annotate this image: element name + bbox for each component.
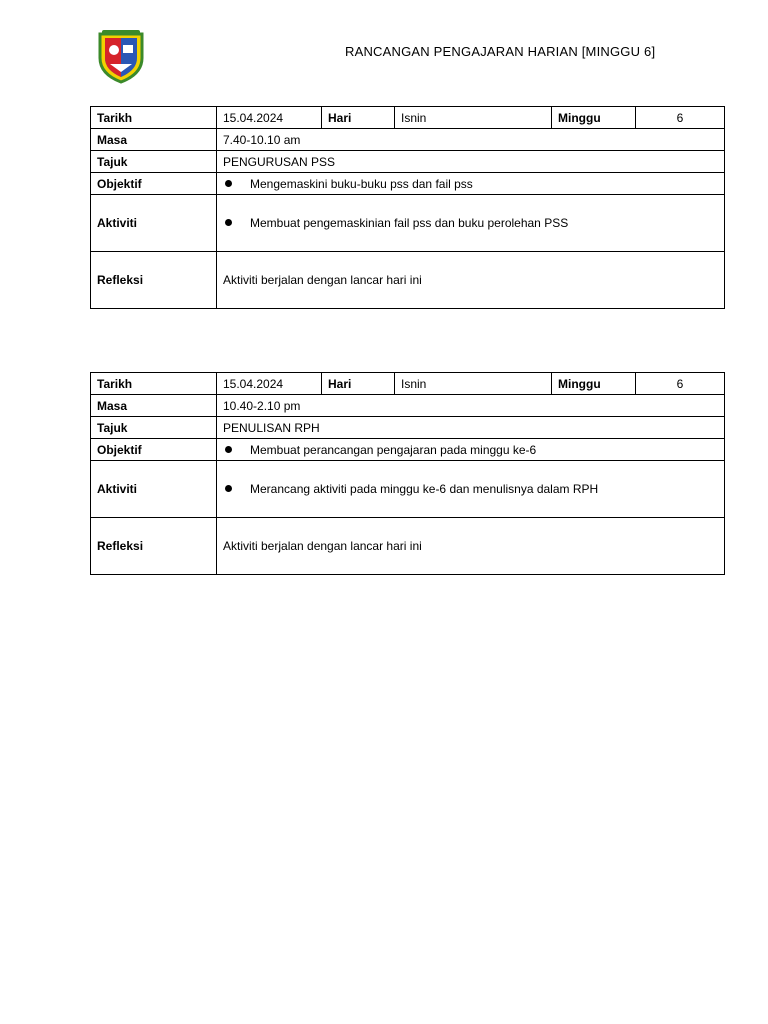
lesson-plan-table-1	[90, 106, 725, 309]
value-hari: Isnin	[395, 373, 552, 395]
label-aktiviti: Aktiviti	[91, 195, 217, 252]
school-crest-logo	[96, 28, 146, 84]
objektif-text: Membuat perancangan pengajaran pada minggu ke-6	[250, 442, 537, 457]
value-tarikh: 15.04.2024	[217, 373, 322, 395]
row-objektif	[91, 439, 725, 461]
page-title: RANCANGAN PENGAJARAN HARIAN [MINGGU 6]	[345, 44, 656, 59]
value-objektif	[217, 439, 725, 461]
value-tajuk: PENULISAN RPH	[217, 417, 725, 439]
row-aktiviti	[91, 461, 725, 518]
label-tajuk: Tajuk	[91, 151, 217, 173]
bullet-icon	[225, 446, 232, 453]
label-objektif: Objektif	[91, 173, 217, 195]
label-refleksi: Refleksi	[91, 252, 217, 309]
bullet-icon	[225, 485, 232, 492]
row-masa	[91, 129, 725, 151]
value-tarikh: 15.04.2024	[217, 107, 322, 129]
value-hari: Isnin	[395, 107, 552, 129]
value-masa: 10.40-2.10 pm	[217, 395, 725, 417]
value-minggu: 6	[636, 373, 725, 395]
lesson-plan-table-2	[90, 372, 725, 575]
crest-icon	[96, 28, 146, 84]
label-masa: Masa	[91, 395, 217, 417]
row-aktiviti	[91, 195, 725, 252]
row-tajuk	[91, 151, 725, 173]
value-refleksi: Aktiviti berjalan dengan lancar hari ini	[217, 518, 725, 575]
aktiviti-text: Merancang aktiviti pada minggu ke-6 dan menulisnya dalam RPH	[250, 482, 599, 496]
bullet-icon	[225, 180, 232, 187]
row-refleksi	[91, 518, 725, 575]
label-tarikh: Tarikh	[91, 107, 217, 129]
row-objektif	[91, 173, 725, 195]
value-tajuk: PENGURUSAN PSS	[217, 151, 725, 173]
value-minggu: 6	[636, 107, 725, 129]
label-objektif: Objektif	[91, 439, 217, 461]
label-minggu: Minggu	[552, 107, 636, 129]
label-tarikh: Tarikh	[91, 373, 217, 395]
row-tarikh	[91, 373, 725, 395]
bullet-icon	[225, 219, 232, 226]
label-refleksi: Refleksi	[91, 518, 217, 575]
value-masa: 7.40-10.10 am	[217, 129, 725, 151]
label-tajuk: Tajuk	[91, 417, 217, 439]
value-aktiviti	[217, 461, 725, 518]
label-hari: Hari	[322, 373, 395, 395]
label-hari: Hari	[322, 107, 395, 129]
row-tajuk	[91, 417, 725, 439]
objektif-text: Mengemaskini buku-buku pss dan fail pss	[250, 176, 473, 191]
value-objektif	[217, 173, 725, 195]
row-tarikh	[91, 107, 725, 129]
aktiviti-text: Membuat pengemaskinian fail pss dan buku perolehan PSS	[250, 216, 569, 230]
label-aktiviti: Aktiviti	[91, 461, 217, 518]
row-refleksi	[91, 252, 725, 309]
label-minggu: Minggu	[552, 373, 636, 395]
row-masa	[91, 395, 725, 417]
label-masa: Masa	[91, 129, 217, 151]
value-refleksi: Aktiviti berjalan dengan lancar hari ini	[217, 252, 725, 309]
value-aktiviti	[217, 195, 725, 252]
